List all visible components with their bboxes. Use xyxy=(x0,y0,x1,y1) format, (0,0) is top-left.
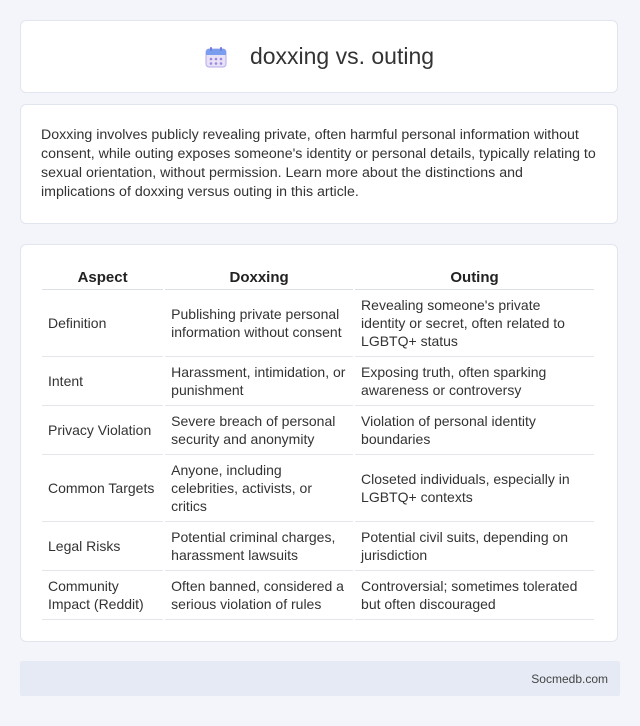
doxxing-cell: Often banned, considered a serious violation of rules xyxy=(165,571,353,620)
table-row xyxy=(42,522,594,571)
header-aspect: Aspect xyxy=(42,265,163,290)
table-row xyxy=(42,455,594,522)
table-row xyxy=(42,406,594,455)
header-outing: Outing xyxy=(355,265,594,290)
outing-cell: Exposing truth, often sparking awareness or controversy xyxy=(355,357,594,406)
table-header-row xyxy=(42,265,594,290)
aspect-cell: Intent xyxy=(42,357,163,406)
intro-text: Doxxing involves publicly revealing private, often harmful personal information without consent, while outing exposes someone's identity or personal details, typically relating to sexual orientation, without permission. Learn more about the distinctions and implications of doxxing versus outing in this article. xyxy=(41,127,596,200)
outing-cell: Revealing someone's private identity or secret, often related to LGBTQ+ status xyxy=(355,290,594,357)
footer-site-link[interactable]: Socmedb.com xyxy=(531,671,608,686)
comparison-table xyxy=(40,265,596,620)
doxxing-cell: Harassment, intimidation, or punishment xyxy=(165,357,353,406)
calendar-icon xyxy=(204,45,228,69)
doxxing-cell: Anyone, including celebrities, activists, or critics xyxy=(165,455,353,522)
header-doxxing: Doxxing xyxy=(165,265,353,290)
page-title: doxxing vs. outing xyxy=(249,43,435,69)
intro-card xyxy=(20,104,618,224)
outing-cell: Closeted individuals, especially in LGBTQ+ contexts xyxy=(355,455,594,522)
footer xyxy=(20,661,620,696)
outing-cell: Potential civil suits, depending on jurisdiction xyxy=(355,522,594,571)
aspect-cell: Definition xyxy=(42,290,163,357)
aspect-cell: Common Targets xyxy=(42,455,163,522)
aspect-cell: Legal Risks xyxy=(42,522,163,571)
aspect-cell: Community Impact (Reddit) xyxy=(42,571,163,620)
doxxing-cell: Potential criminal charges, harassment lawsuits xyxy=(165,522,353,571)
doxxing-cell: Publishing private personal information without consent xyxy=(165,290,353,357)
table-row xyxy=(42,571,594,620)
table-row xyxy=(42,357,594,406)
title-card xyxy=(20,20,618,93)
outing-cell: Violation of personal identity boundaries xyxy=(355,406,594,455)
table-row xyxy=(42,290,594,357)
comparison-card xyxy=(20,244,618,642)
outing-cell: Controversial; sometimes tolerated but often discouraged xyxy=(355,571,594,620)
doxxing-cell: Severe breach of personal security and anonymity xyxy=(165,406,353,455)
aspect-cell: Privacy Violation xyxy=(42,406,163,455)
